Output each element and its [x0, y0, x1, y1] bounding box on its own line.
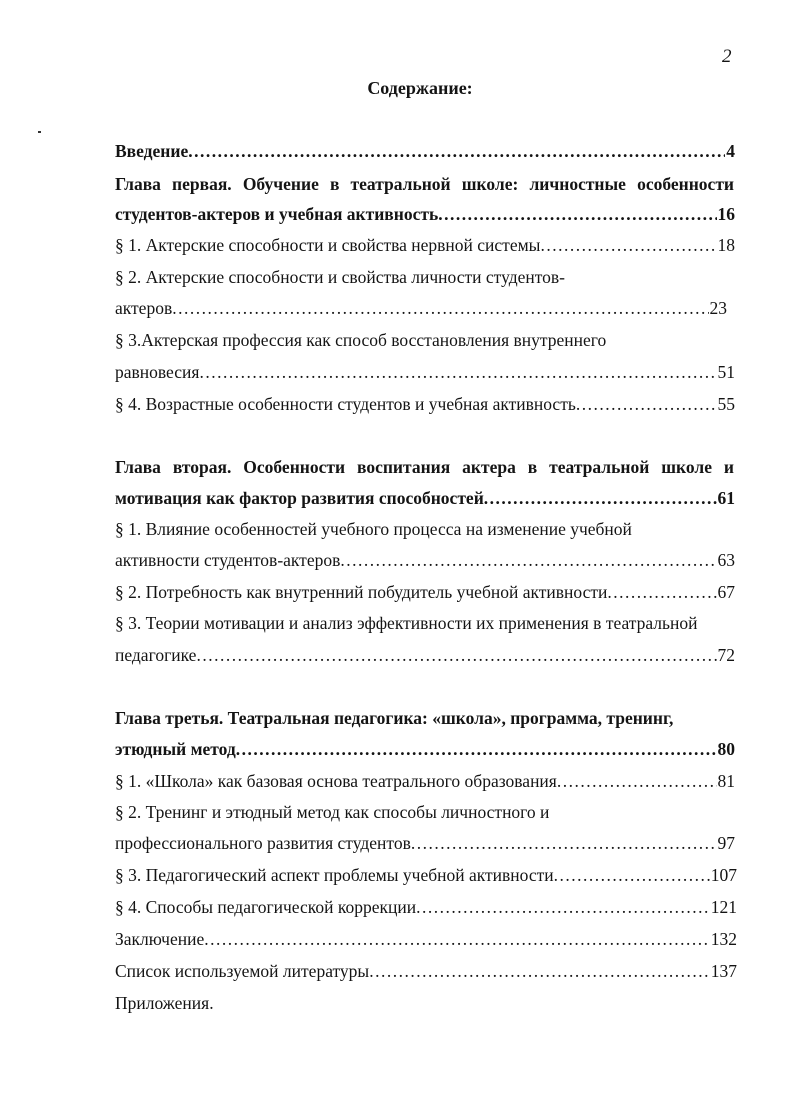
leader-dots [540, 234, 716, 256]
toc-entry-chapter-2: мотивация как фактор развития способностей ..... 61 [115, 487, 735, 509]
toc-page-ref: 67 [717, 582, 735, 602]
toc-page-ref: 80 [717, 739, 735, 759]
toc-page-ref: 72 [717, 645, 735, 665]
leader-dots [196, 644, 716, 666]
toc-entry-ch1-s2-line1: § 2. Актерские способности и свойства личности студентов- [115, 267, 566, 287]
toc-entry-chapter-1: студентов-актеров и учебная активность ..... 16 [115, 203, 735, 225]
leader-dots [340, 549, 716, 571]
leader-dots [576, 393, 717, 415]
leader-dots [416, 896, 710, 918]
page-number: 2 [722, 46, 732, 67]
leader-dots [236, 738, 717, 760]
toc-page-ref: 97 [717, 833, 735, 853]
toc-page-ref: 51 [717, 362, 735, 382]
toc-page-ref: 121 [710, 897, 737, 917]
toc-entry-ch3-s3: § 3. Педагогический аспект проблемы учебной активности ..... 107 [115, 864, 737, 886]
leader-dots [199, 361, 716, 383]
leader-dots [607, 581, 716, 603]
scan-speck [38, 131, 41, 133]
toc-entry-chapter-3: этюдный метод ..... 80 [115, 738, 735, 760]
leader-dots [484, 487, 717, 509]
toc-entry-ch2-s3: педагогике ..... 72 [115, 644, 735, 666]
toc-page-ref: 81 [717, 771, 735, 791]
toc-entry-appendices: Приложения. [115, 993, 214, 1013]
toc-entry-ch3-s4: § 4. Способы педагогической коррекции ..... 121 [115, 896, 737, 918]
toc-entry-intro: Введение ..... 4 [115, 140, 735, 162]
chapter-3-heading: Глава третья. Театральная педагогика: «школа», программа, тренинг, [115, 708, 674, 728]
toc-entry-ch1-s3-line1: § 3.Актерская профессия как способ восстановления внутреннего [115, 330, 607, 350]
toc-entry-ch1-s4: § 4. Возрастные особенности студентов и учебная активность ..... 55 [115, 393, 735, 415]
toc-entry-ch1-s2: актеров ..... 23 [115, 297, 727, 319]
toc-entry-ch1-s3: равновесия ..... 51 [115, 361, 735, 383]
toc-entry-conclusion: Заключение ..... 132 [115, 928, 737, 950]
toc-page-ref: 4 [726, 141, 735, 161]
toc-page-ref: 132 [710, 929, 737, 949]
toc-title: Содержание: [367, 78, 473, 98]
leader-dots [554, 864, 710, 886]
leader-dots [188, 140, 725, 162]
leader-dots [204, 928, 710, 950]
toc-entry-ch3-s2-line1: § 2. Тренинг и этюдный метод как способы личностного и [115, 802, 550, 822]
toc-entry-ch2-s1: активности студентов-актеров ..... 63 [115, 549, 735, 571]
toc-page-ref: 23 [709, 298, 727, 318]
leader-dots [172, 297, 708, 319]
toc-entry-bibliography: Список используемой литературы ..... 137 [115, 960, 737, 982]
toc-page-ref: 63 [717, 550, 735, 570]
toc-page-ref: 61 [717, 488, 735, 508]
chapter-2-heading: Глава вторая. Особенности воспитания актера в театральной школе и [115, 457, 734, 477]
toc-page-ref: 107 [710, 865, 737, 885]
toc-page-ref: 18 [717, 235, 735, 255]
toc-entry-ch2-s1-line1: § 1. Влияние особенностей учебного процесса на изменение учебной [115, 519, 632, 539]
toc-entry-ch3-s2: профессионального развития студентов ..... 97 [115, 832, 735, 854]
toc-page-ref: 55 [717, 394, 735, 414]
toc-entry-ch3-s1: § 1. «Школа» как базовая основа театрального образования ..... 81 [115, 770, 735, 792]
leader-dots [411, 832, 717, 854]
chapter-1-heading: Глава первая. Обучение в театральной школе: личностные особенности [115, 174, 734, 194]
toc-page-ref: 16 [717, 204, 735, 224]
leader-dots [557, 770, 717, 792]
leader-dots [369, 960, 710, 982]
leader-dots [438, 203, 716, 225]
toc-entry-ch2-s3-line1: § 3. Теории мотивации и анализ эффективности их применения в театральной [115, 613, 698, 633]
toc-entry-ch1-s1: § 1. Актерские способности и свойства нервной системы ..... 18 [115, 234, 735, 256]
toc-page-ref: 137 [710, 961, 737, 981]
toc-entry-ch2-s2: § 2. Потребность как внутренний побудитель учебной активности ..... 67 [115, 581, 735, 603]
